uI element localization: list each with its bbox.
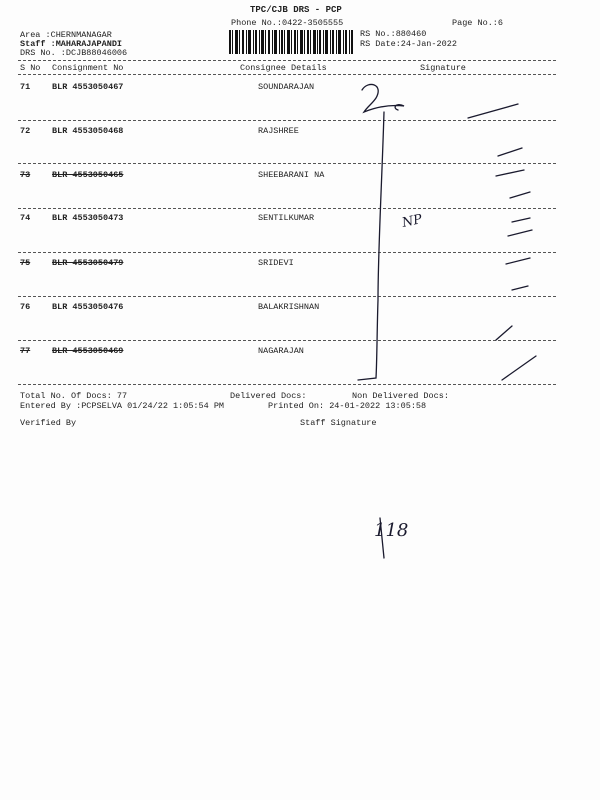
non-delivered-docs: Non Delivered Docs: bbox=[352, 391, 449, 401]
page-number: Page No.:6 bbox=[452, 18, 504, 28]
row-consignment: BLR 4553050469 bbox=[52, 346, 124, 356]
pen-stroke-tick bbox=[468, 104, 518, 118]
row-consignee: SOUNDARAJAN bbox=[258, 82, 315, 92]
row-consignment: BLR 4553050465 bbox=[52, 170, 124, 180]
row-sno: 72 bbox=[20, 126, 31, 136]
entered-by: Entered By :PCPSELVA 01/24/22 1:05:54 PM bbox=[20, 401, 225, 411]
row-sno: 74 bbox=[20, 213, 31, 223]
pen-stroke-tick bbox=[506, 258, 530, 264]
handwritten-np-note: NP bbox=[400, 212, 424, 231]
row-sno: 71 bbox=[20, 82, 31, 92]
row-consignment: BLR 4553050473 bbox=[52, 213, 124, 223]
pen-stroke-vertical bbox=[358, 112, 384, 380]
pen-stroke-tick bbox=[512, 218, 530, 222]
rs-date: RS Date:24-Jan-2022 bbox=[360, 39, 457, 49]
row-consignment: BLR 4553050479 bbox=[52, 258, 124, 268]
staff-signature-label: Staff Signature bbox=[300, 418, 377, 428]
rs-number: RS No.:880460 bbox=[360, 29, 427, 39]
pen-stroke-tick bbox=[512, 286, 528, 290]
drs-number: DRS No. :DCJB88046006 bbox=[20, 48, 128, 58]
phone-number: Phone No.:0422-3505555 bbox=[231, 18, 344, 28]
pen-stroke-numeral bbox=[362, 84, 404, 112]
printed-on: Printed On: 24-01-2022 13:05:58 bbox=[268, 401, 427, 411]
row-consignee: SHEEBARANI NA bbox=[258, 170, 325, 180]
row-consignment: BLR 4553050467 bbox=[52, 82, 124, 92]
area-label: Area :CHERNMANAGAR bbox=[20, 30, 112, 40]
verified-by: Verified By bbox=[20, 418, 77, 428]
col-signature: Signature bbox=[420, 63, 466, 73]
row-sno: 73 bbox=[20, 170, 31, 180]
pen-stroke-tick bbox=[496, 326, 512, 340]
pen-stroke-tick bbox=[502, 356, 536, 380]
row-sno: 77 bbox=[20, 346, 31, 356]
row-consignment: BLR 4553050476 bbox=[52, 302, 124, 312]
row-consignee: SRIDEVI bbox=[258, 258, 294, 268]
row-consignment: BLR 4553050468 bbox=[52, 126, 124, 136]
pen-stroke-tick bbox=[510, 192, 530, 198]
row-consignee: SENTILKUMAR bbox=[258, 213, 315, 223]
total-docs: Total No. Of Docs: 77 bbox=[20, 391, 128, 401]
col-consignee-details: Consignee Details bbox=[240, 63, 327, 73]
row-sno: 76 bbox=[20, 302, 31, 312]
row-consignee: RAJSHREE bbox=[258, 126, 299, 136]
col-consignment: Consignment No bbox=[52, 63, 124, 73]
pen-stroke-tick bbox=[498, 148, 522, 156]
pen-stroke-tick bbox=[508, 230, 532, 236]
handwritten-page-count: 118 bbox=[374, 520, 409, 541]
staff-label: Staff :MAHARAJAPANDI bbox=[20, 39, 123, 49]
report-title: TPC/CJB DRS - PCP bbox=[250, 5, 342, 15]
row-consignee: BALAKRISHNAN bbox=[258, 302, 320, 312]
row-consignee: NAGARAJAN bbox=[258, 346, 304, 356]
pen-stroke-tick bbox=[496, 170, 524, 176]
row-sno: 75 bbox=[20, 258, 31, 268]
delivered-docs: Delivered Docs: bbox=[230, 391, 307, 401]
col-sno: S No bbox=[20, 63, 41, 73]
